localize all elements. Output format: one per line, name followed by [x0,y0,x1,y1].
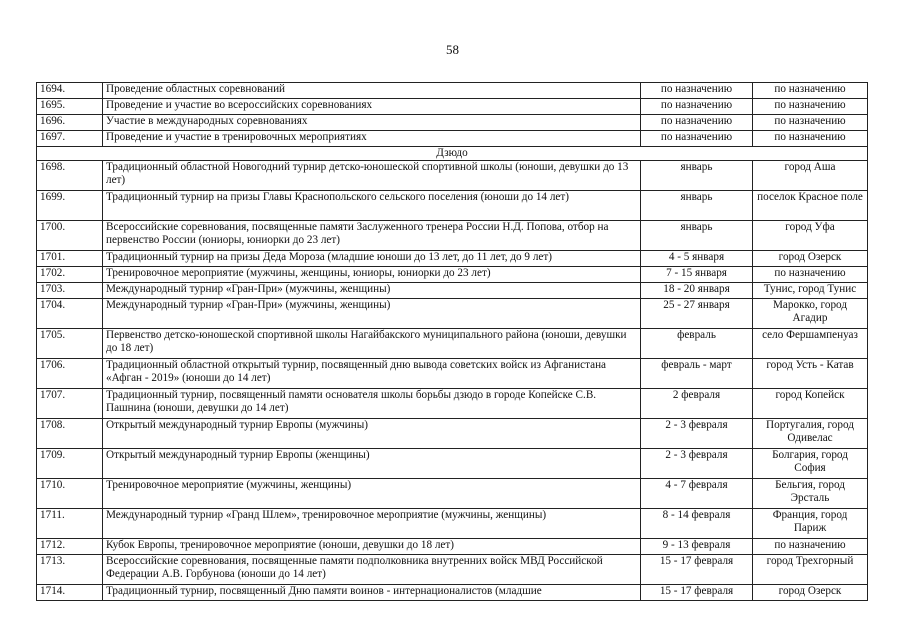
event-place: город Озерск [753,585,868,601]
event-date: 9 - 13 февраля [641,539,753,555]
table-row [37,449,868,479]
row-number: 1701. [37,251,103,267]
event-name: Традиционный турнир на призы Главы Краснопольского сельского поселения (юноши до 14 лет) [103,191,641,221]
table-row [37,267,868,283]
event-date: 2 - 3 февраля [641,449,753,479]
event-date: 15 - 17 февраля [641,555,753,585]
event-date: по назначению [641,99,753,115]
table-row [37,299,868,329]
event-name: Проведение областных соревнований [103,83,641,99]
table-row [37,99,868,115]
table-row [37,479,868,509]
row-number: 1705. [37,329,103,359]
row-number: 1700. [37,221,103,251]
event-place: по назначению [753,83,868,99]
table-row [37,251,868,267]
event-date: 2 - 3 февраля [641,419,753,449]
event-place: город Аша [753,161,868,191]
event-name: Открытый международный турнир Европы (женщины) [103,449,641,479]
event-name: Тренировочное мероприятие (мужчины, женщины, юниоры, юниорки до 23 лет) [103,267,641,283]
event-date: январь [641,221,753,251]
table-row [37,83,868,99]
event-name: Проведение и участие во всероссийских соревнованиях [103,99,641,115]
event-place: Тунис, город Тунис [753,283,868,299]
event-date: январь [641,161,753,191]
event-date: 7 - 15 января [641,267,753,283]
table-row [37,389,868,419]
row-number: 1697. [37,131,103,147]
event-place: Марокко, город Агадир [753,299,868,329]
table-row [37,509,868,539]
row-number: 1714. [37,585,103,601]
table-row [37,191,868,221]
row-number: 1698. [37,161,103,191]
row-number: 1706. [37,359,103,389]
row-number: 1713. [37,555,103,585]
event-date: 8 - 14 февраля [641,509,753,539]
table-row [37,115,868,131]
row-number: 1709. [37,449,103,479]
event-date: 4 - 7 февраля [641,479,753,509]
event-date: 4 - 5 января [641,251,753,267]
table-row [37,419,868,449]
event-name: Всероссийские соревнования, посвященные памяти Заслуженного тренера России Н.Д. Попова, отбор на первенство России (юниоры, юниорки до 23 лет) [103,221,641,251]
event-place: Франция, город Париж [753,509,868,539]
event-name: Проведение и участие в тренировочных мероприятиях [103,131,641,147]
row-number: 1707. [37,389,103,419]
table-row [37,161,868,191]
row-number: 1704. [37,299,103,329]
event-place: город Копейск [753,389,868,419]
events-table [36,82,868,601]
event-place: поселок Красное поле [753,191,868,221]
event-place: город Трехгорный [753,555,868,585]
event-place: село Фершампенуаз [753,329,868,359]
table-row [37,585,868,601]
event-date: по назначению [641,131,753,147]
event-date: февраль - март [641,359,753,389]
event-name: Всероссийские соревнования, посвященные памяти подполковника внутренних войск МВД Российской Федерации А.В. Горбунова (юноши до 14 лет) [103,555,641,585]
table-row [37,283,868,299]
event-date: по назначению [641,83,753,99]
event-place: по назначению [753,131,868,147]
event-place: по назначению [753,539,868,555]
event-name: Традиционный областной открытый турнир, посвященный дню вывода советских войск из Афганистана «Афган - 2019» (юноши до 14 лет) [103,359,641,389]
row-number: 1699. [37,191,103,221]
event-place: по назначению [753,99,868,115]
event-place: по назначению [753,115,868,131]
section-title: Дзюдо [37,147,868,161]
event-name: Тренировочное мероприятие (мужчины, женщины) [103,479,641,509]
event-name: Участие в международных соревнованиях [103,115,641,131]
row-number: 1710. [37,479,103,509]
event-date: январь [641,191,753,221]
table-row [37,359,868,389]
event-name: Первенство детско-юношеской спортивной школы Нагайбакского муниципального района (юноши, девушки до 18 лет) [103,329,641,359]
event-name: Международный турнир «Гран-При» (мужчины, женщины) [103,283,641,299]
event-place: город Уфа [753,221,868,251]
event-date: февраль [641,329,753,359]
section-header-row [37,147,868,161]
event-name: Открытый международный турнир Европы (мужчины) [103,419,641,449]
event-place: город Озерск [753,251,868,267]
event-place: Болгария, город София [753,449,868,479]
page-number: 58 [446,42,459,57]
row-number: 1694. [37,83,103,99]
event-place: Португалия, город Одивелас [753,419,868,449]
event-date: 25 - 27 января [641,299,753,329]
table-row [37,329,868,359]
event-place: Бельгия, город Эрсталь [753,479,868,509]
table-row [37,221,868,251]
event-date: 2 февраля [641,389,753,419]
row-number: 1703. [37,283,103,299]
event-place: город Усть - Катав [753,359,868,389]
event-name: Международный турнир «Гранд Шлем», тренировочное мероприятие (мужчины, женщины) [103,509,641,539]
event-name: Международный турнир «Гран-При» (мужчины, женщины) [103,299,641,329]
row-number: 1711. [37,509,103,539]
event-name: Традиционный областной Новогодний турнир детско-юношеской спортивной школы (юноши, девушки до 13 лет) [103,161,641,191]
event-name: Традиционный турнир на призы Деда Мороза (младшие юноши до 13 лет, до 11 лет, до 9 лет) [103,251,641,267]
row-number: 1695. [37,99,103,115]
row-number: 1702. [37,267,103,283]
table-row [37,131,868,147]
row-number: 1712. [37,539,103,555]
event-date: по назначению [641,115,753,131]
event-place: по назначению [753,267,868,283]
event-date: 18 - 20 января [641,283,753,299]
row-number: 1696. [37,115,103,131]
event-date: 15 - 17 февраля [641,585,753,601]
row-number: 1708. [37,419,103,449]
event-name: Традиционный турнир, посвященный Дню памяти воинов - интернационалистов (младшие [103,585,641,601]
event-name: Традиционный турнир, посвященный памяти основателя школы борьбы дзюдо в городе Копейске С.В. Пашнина (юноши, девушки до 14 лет) [103,389,641,419]
table-row [37,555,868,585]
event-name: Кубок Европы, тренировочное мероприятие (юноши, девушки до 18 лет) [103,539,641,555]
table-row [37,539,868,555]
